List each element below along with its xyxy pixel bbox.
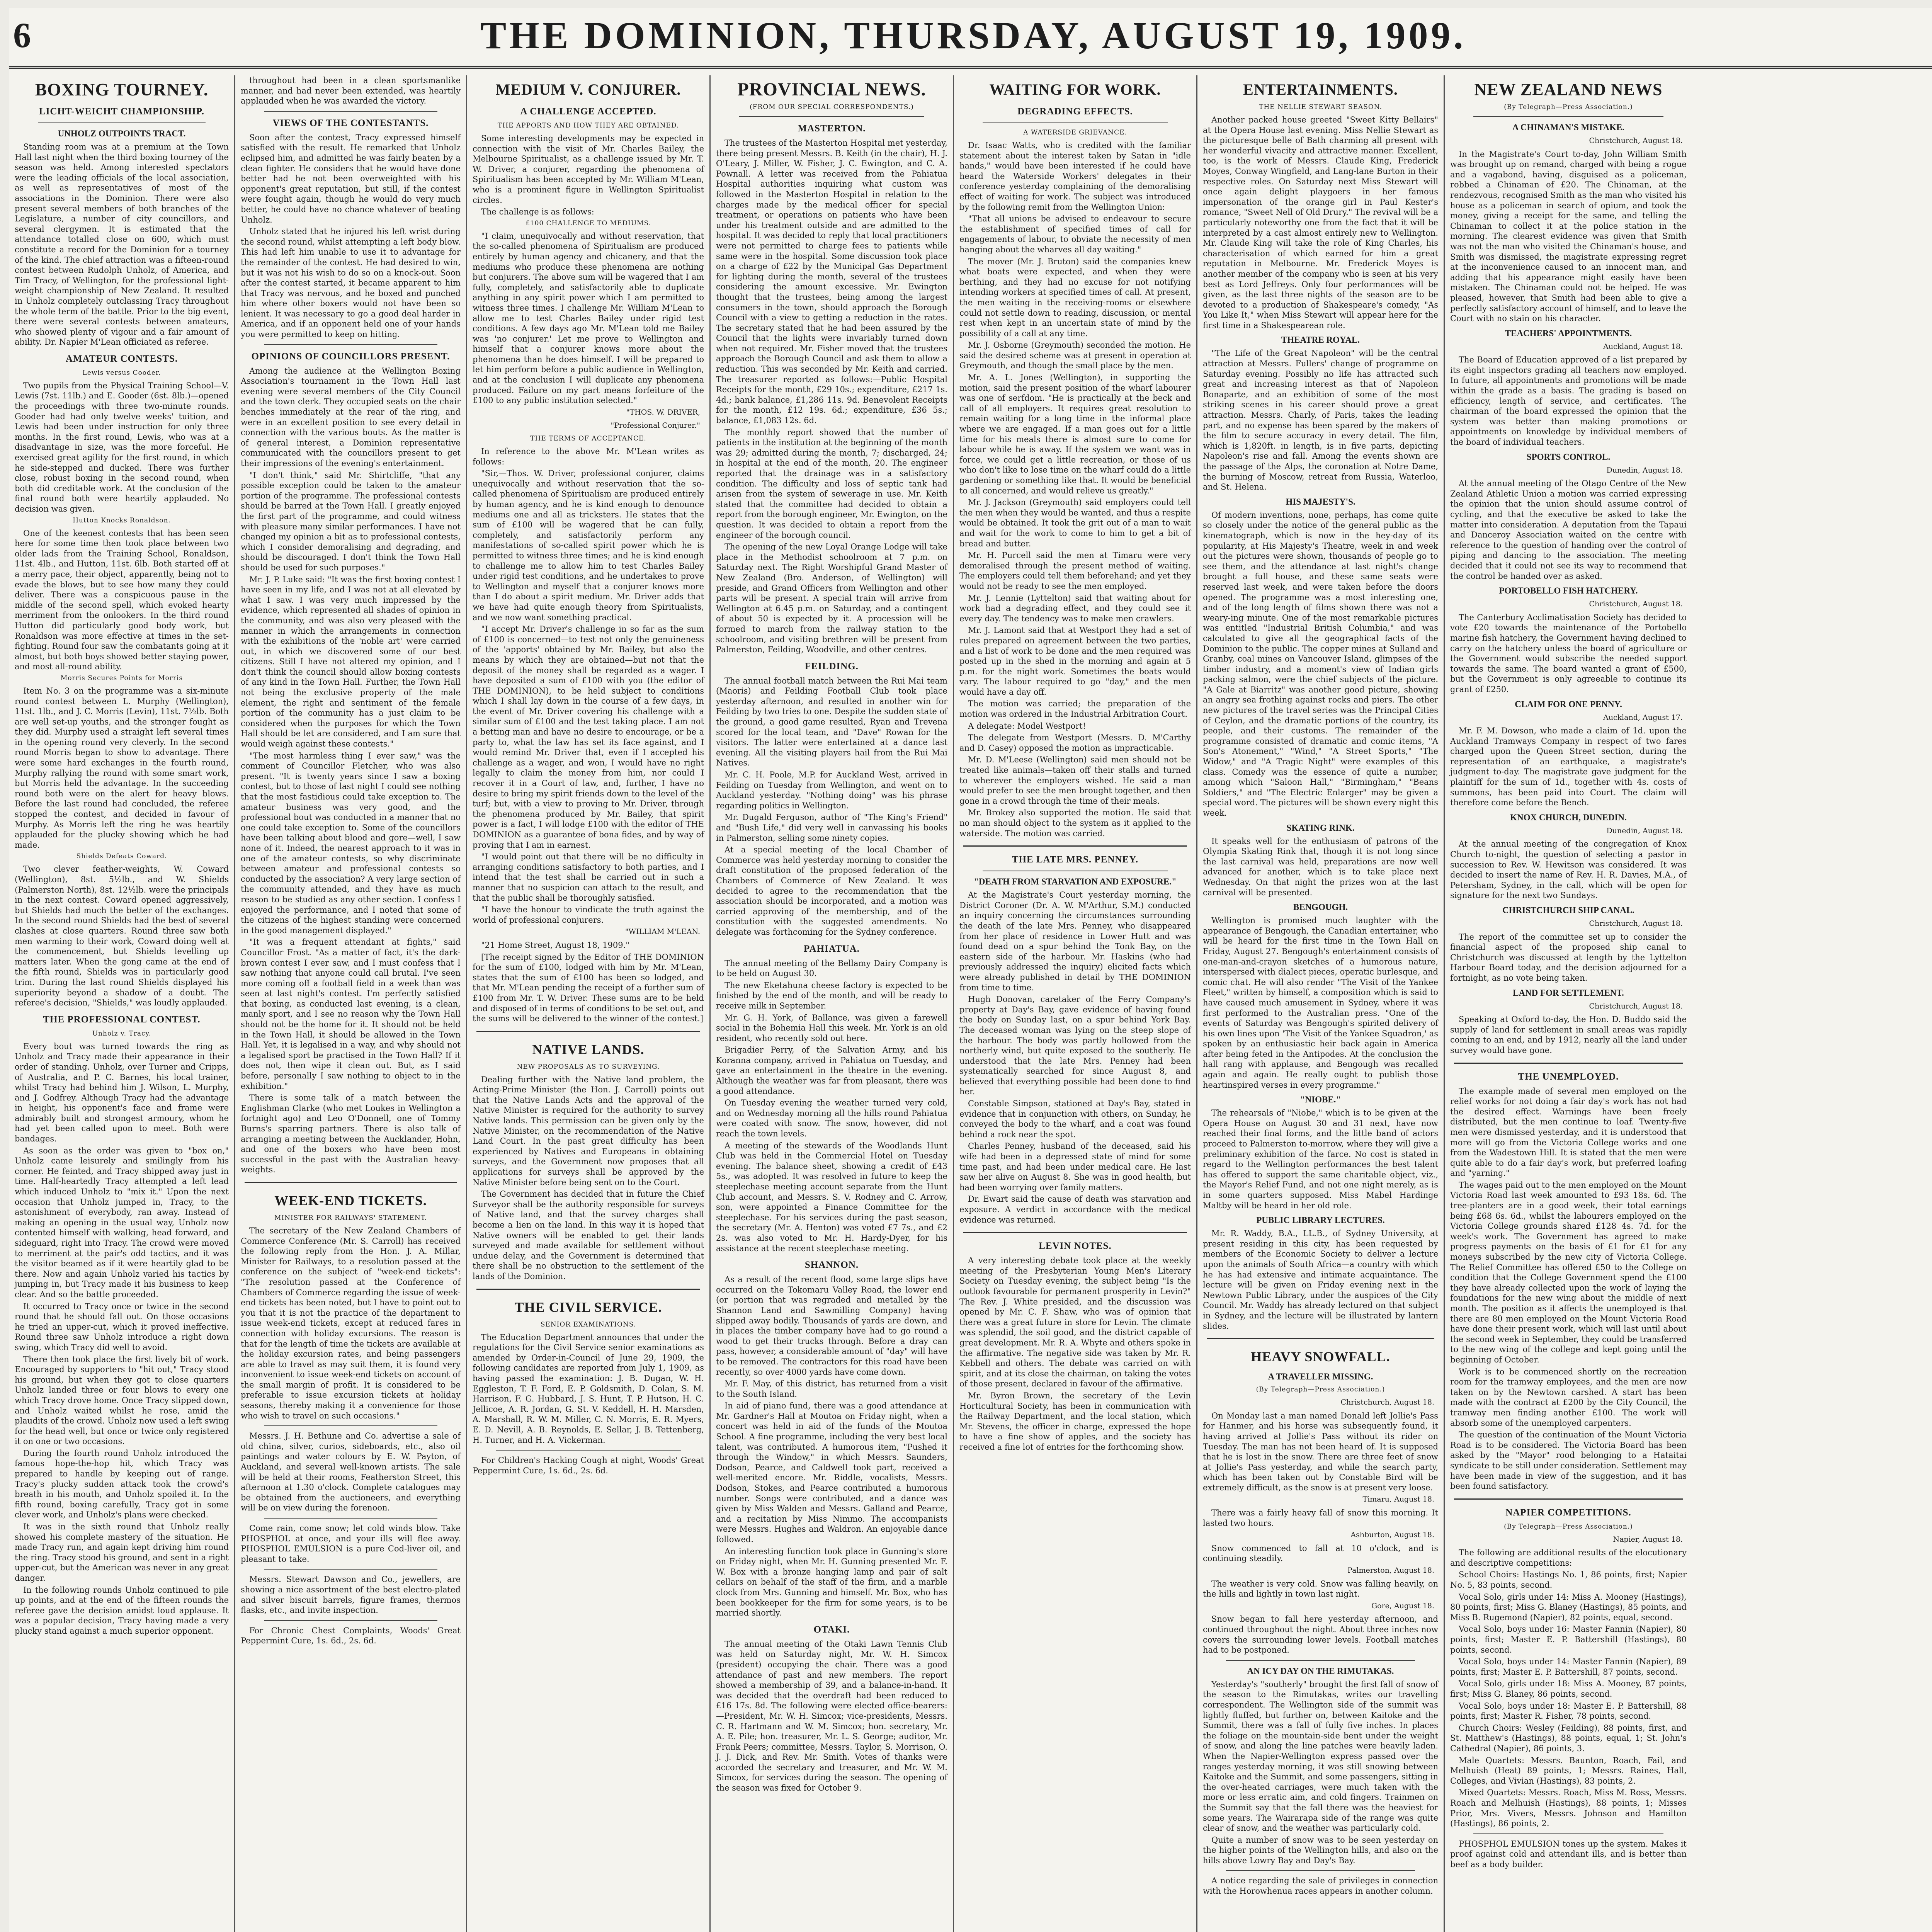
- paragraph: A meeting of the stewards of the Woodlands Hunt Club was held in the Commercial Hotel on Tuesday evening. The balance sheet, showing a credit of £43 5s., was adopted. It was resolved in future to keep the steeplechase meeting account separate from the Hunt Club account, and Messrs. S. V. Rodney and C. Arrow, son, were appointed a Finance Committee for the steeplechase. For his services during the past season, the secretary (Mr. A. Henton) was voted £7 7s., and £2 2s. was also voted to Mr. H. Hardy-Dyer, for his assistance at the recent steeplechase meeting.: [716, 1141, 947, 1253]
- paragraph: "It was a frequent attendant at fights," said Councillor Frost. "As a matter of fact, it's the dark-brown contest I ever saw, and I must confess that I saw nothing that anyone could call brutal. I've seen more coming off a football field in a week than was seen at last night's contest. I'm perfectly satisfied that boxing, as conducted last evening, is a clean, manly sport, and I see no reason why the Town Hall should not be the home for it. It should not be held in the Town Hall, it should be allowed in the Town Hall. Yet, it is legalised in a way, and why should not a legalised sport be practised in the Town Hall? If it does not, then wipe it clean out. But, as I said before, personally I saw nothing to object to in the exhibition.": [241, 937, 461, 1091]
- subhead-correspondents: (FROM OUR SPECIAL CORRESPONDENTS.): [750, 103, 914, 111]
- column-6: [1197, 75, 1445, 1932]
- subhead-surveying: NEW PROPOSALS AS TO SURVEYING.: [517, 1063, 660, 1071]
- paragraph: Snow began to fall here yesterday afternoon, and continued throughout the night. About three inches now covers the surrounding lower levels. Football matches had to be postponed.: [1203, 1614, 1438, 1655]
- paragraph: Mr. J. Lennie (Lyttelton) said that waiting about for work had a degrading effect, and they could see it every day. The tendency was to make men crawlers.: [959, 593, 1191, 623]
- paragraph: The question of the continuation of the Mount Victoria Road is to be considered. The Victoria Board has been asked by the "Mayor" rood belonging to a Hataitai syndicate to be still under consideration. Settlement may have been made in view of the suggestion, and it has been found satisfactory.: [1450, 1430, 1687, 1491]
- divider: [38, 122, 206, 123]
- divider: [739, 116, 924, 117]
- headline-provincial-news: PROVINCIAL NEWS.: [737, 79, 926, 100]
- dateline: Palmerston, August 18.: [1347, 1566, 1434, 1575]
- subhead-fish-hatchery: PORTOBELLO FISH HATCHERY.: [1499, 586, 1638, 596]
- headline-week-end-tickets: WEEK-END TICKETS.: [274, 1192, 427, 1208]
- dateline: Christchurch, August 18.: [1589, 919, 1683, 928]
- masthead: [9, 8, 1932, 69]
- subhead-icy-day: AN ICY DAY ON THE RIMUTAKAS.: [1247, 1666, 1394, 1676]
- subhead-terms: THE TERMS OF ACCEPTANCE.: [530, 435, 646, 443]
- paragraph: Item No. 3 on the programme was a six-minute round contest between L. Murphy (Wellington), 11st. 1lb., and J. C. Morris (Levin), 11st. 7½lb. Both are well set-up youths, and the stronger fought as they did. Murphy used a straight left several times in the opening round very cleverly. In the second round Morris began to show to advantage. There were some hard exchanges in the fourth round, Murphy rallying the round with some smart work, but Morris held the advantage. In the succeeding round both were on the alert for heavy blows. Before the last round had concluded, the referee stopped the contest, and decided in favour of Murphy. As Morris left the ring he was heartily applauded for the plucky showing which he had made.: [15, 686, 229, 850]
- paragraph: Every bout was turned towards the ring as Unholz and Tracy made their appearance in their order of standing. Unholz, over Turner and Cripps, of Australia, and P. C. Barnes, his local trainer, whilst Tracy had behind him J. Wilson, L. Murphy, and J. Godfrey. Although Tracy had the advantage in height, his opponent's face and frame were admirably built and strongest armoury, whom he had yet been called upon to meet. Both were bandages.: [15, 1041, 229, 1144]
- paragraph: Soon after the contest, Tracy expressed himself satisfied with the result. He remarked that Unholz eclipsed him, and admitted he was fairly beaten by a clean fighter. He considers that he would have done better had he not been overweighted with his opponent's great reputation, but still, if the contest were fought again, though he would do very much better, he could have no chance whatever of beating Unholz.: [241, 133, 461, 224]
- divider: [476, 1289, 700, 1290]
- paragraph: throughout had been in a clean sportsmanlike manner, and had never been extended, was heartily applauded when he was awarded the victory.: [241, 76, 461, 106]
- divider: [1207, 1338, 1434, 1339]
- subhead-bout: Morris Secures Points for Morris: [60, 674, 183, 682]
- paragraph: Constable Simpson, stationed at Day's Bay, stated in evidence that in conjunction with others, on Sunday, he conveyed the body to the wharf, and a coat was found behind a rock near the spot.: [959, 1099, 1191, 1139]
- dateline: Dunedin, August 18.: [1606, 466, 1683, 474]
- headline-napier-competitions: NAPIER COMPETITIONS.: [1505, 1507, 1631, 1518]
- paragraph: Yesterday's "southerly" brought the first fall of snow of the season to the Rimutakas, writes our travelling correspondent. The Wellington side of the summit was lightly fluffed, but further on, between Kaitoke and the Summit, there was a fall of fully five inches. In places the foliage on the mountain-side bent under the weight of snow, and along the line patches were heavily laden. When the Napier-Wellington express passed over the ranges yesterday morning, it was still snowing between Kaitoke and the Summit, and some passengers, sitting in the over-heated carriages, were much taken with the more or less erratic aim, and cold fingers. Trainmen on the Summit say that the fall there was the heaviest for some years. The Wairarapa side of the range was quite clear of snow, and the weather was particularly cold.: [1203, 1679, 1438, 1833]
- paragraph: Work is to be commenced shortly on the recreation room for the tramway employees, and the men are now taken on by the Newtown carshed. A start has been made with the contract at £200 by the City Council, the tramway men finding another £100. The work will absorb some of the unemployed carpenters.: [1450, 1367, 1687, 1428]
- paragraph: Charles Penney, husband of the deceased, said his wife had been in a depressed state of mind for some time past, and had been under medical care. He last saw her alive on August 8. She was in good health, but had been worrying over family matters.: [959, 1141, 1191, 1192]
- dateline: Ashburton, August 18.: [1350, 1531, 1434, 1539]
- subhead-library-lectures: PUBLIC LIBRARY LECTURES.: [1256, 1215, 1385, 1225]
- paragraph: There then took place the first lively bit of work. Encouraged by supporters to "hit out," Tracy stood his ground, but when they got to close quarters Unholz landed three or four blows to every one which Tracy drove home. Once Tracy slipped down, and Unholz waited whilst he rose, amid the plaudits of the crowd. Unholz now used a left swing for the head well, but once or twice only registered it on one or two occasions.: [15, 1354, 229, 1446]
- paragraph: Hugh Donovan, caretaker of the Ferry Company's property at Day's Bay, gave evidence of having found the body on Sunday last, on a spur behind York Bay. The deceased woman was lying on the steep slope of the harbour. The body was partly hollowed from the northerly wind, but quite exposed to the southerly. He understood that the late Mrs. Penney had been systematically searched for since August 8, and believed that everything possible had been done to find her.: [959, 995, 1191, 1097]
- paragraph: The motion was carried; the preparation of the motion was ordered in the Industrial Arbitration Court.: [959, 699, 1191, 719]
- divider: [1473, 116, 1663, 117]
- paragraph: As soon as the order was given to "box on," Unholz came leisurely and smilingly from his corner. He feinted, and Tracy shipped away just in time. Half-heartedly Tracy attempted a left lead which induced Unholz to "mix it." Upon the next occasion that Unholz jumped in, Tracy, to the astonishment of everybody, ran away. Instead of making an opening in the usual way, Unholz now contented himself with walking, head forward, and sideguard, right into Tracy. The crowd were moved to merriment at the pair's odd tactics, and it was the visitor beamed as if it were heartily glad to be there. Now and again Unholz varied his tactics by jumping in, but Tracy made it his business to keep clear. And so the battle proceeded.: [15, 1146, 229, 1299]
- headline-unemployed: THE UNEMPLOYED.: [1518, 1071, 1619, 1082]
- paragraph: The rehearsals of "Niobe," which is to be given at the Opera House on August 30 and 31 next, have now reached their final forms, and the little band of actors proceed to Palmerston to-morrow, where they will give a preliminary exhibition of the farce. No cost is stated in regard to the Wellington performances the best talent has offered to support the same charitable object, viz., the Mayor's Relief Fund, and not one night merely, as is in some quarters supposed. Miss Mabel Hardinge Maltby will be heard in her old role.: [1203, 1108, 1438, 1210]
- paragraph: Unholz stated that he injured his left wrist during the second round, whilst attempting a left body blow. This had left him unable to use it to advantage for the remainder of the contest. He had desired to win, but it was not his wish to do so on a knock-out. Soon after the contest started, it became apparent to him that Tracy was nervous, and he boxed and punched him where other boxers would not have been so lenient. It was necessary to go a good deal harder in America, and if an opponent held one of your hands you were permitted to keep on hitting.: [241, 227, 461, 339]
- headline-medium-v-conjurer: MEDIUM V. CONJURER.: [495, 81, 681, 98]
- paragraph: In reference to the above Mr. M'Lean writes as follows:: [473, 447, 704, 466]
- paragraph: Some interesting developments may be expected in connection with the visit of Mr. Charles Bailey, the Melbourne Spiritualist, as a challenge issued by Mr. T. W. Driver, a conjurer, regarding the phenomena of Spiritualism has been accepted by Mr. William M'Lean, who is a prominent figure in Wellington Spiritualist circles.: [473, 134, 704, 205]
- paragraph: Mr. J. Lamont said that at Westport they had a set of rules prepared on agreement between the two parties, and a list of work to be done and the men required was posted up in the shed in the morning and again at 5 p.m. for the night work. Sometimes the boats would vary. The labour required to go "day," and the men would have a day off.: [959, 626, 1191, 697]
- advertisement: Messrs. Stewart Dawson and Co., jewellers, are showing a nice assortment of the best electro-plated and silver biscuit barrels, figure frames, thermos flasks, etc., and invite inspection.: [241, 1575, 461, 1615]
- paragraph: "I would point out that there will be no difficulty in arranging conditions satisfactory to both parties, and I intend that the test shall be carried out in such a manner that no suspicion can attach to the result, and that the public shall be thoroughly satisfied.: [473, 852, 704, 903]
- subhead-nellie-stewart: THE NELLIE STEWART SEASON.: [1259, 103, 1383, 111]
- divider: [1226, 1660, 1415, 1661]
- subhead-ship-canal: CHRISTCHURCH SHIP CANAL.: [1502, 905, 1634, 915]
- paragraph: A notice regarding the sale of privileges in connection with the Horowhenua races appears in another column.: [1203, 1876, 1438, 1896]
- advertisement: For Children's Hacking Cough at night, Woods' Great Peppermint Cure, 1s. 6d., 2s. 6d.: [473, 1456, 704, 1475]
- paragraph: Wellington is promised much laughter with the appearance of Bengough, the Canadian entertainer, who will be heard for the first time in the Town Hall on Friday, August 27. Bengough's entertainment consists of one-man-and-crayon sketches of a humorous nature, interspersed with dialect pieces, operatic burlesque, and comic chat. He will also render "The Visit of the Yankee Fleet," written by himself, a composition which is said to have caused much amusement in Sydney, where it was first performed to the Australian press. "One of the events of Saturday was Bengough's spirited delivery of his own lines upon 'The Visit of the Yankee Squadron,' as spoken by an enthusiastic heir back again in America after being feted in the Antipodes. At the conclusion the hall rang with applause, and Bengough was recalled again and again. He really ought to publish those heartinspired verses in every programme.": [1203, 916, 1438, 1090]
- subhead-apports: THE APPORTS AND HOW THEY ARE OBTAINED.: [497, 122, 679, 129]
- column-7: [1445, 75, 1692, 1932]
- headline-heavy-snowfall: HEAVY SNOWFALL.: [1251, 1349, 1390, 1365]
- headline-native-lands: NATIVE LANDS.: [532, 1041, 645, 1057]
- subhead-bengough: BENGOUGH.: [1293, 902, 1348, 912]
- subhead-grievance: A WATERSIDE GRIEVANCE.: [1023, 129, 1127, 136]
- paragraph: Dr. Ewart said the cause of death was starvation and exposure. A verdict in accordance with the medical evidence was returned.: [959, 1194, 1191, 1225]
- paragraph: Of modern inventions, none, perhaps, has come quite so closely under the notice of the general public as the kinematograph, which is now in the hey-day of its popularity, at His Majesty's Theatre, week in and week out the pictures were shown, thousands of people go to see them, and the attendance at last night's change brought a full house, and these same seats were reserved last week, and were taken before the doors opened. The programme was a most interesting one, and of the long length of films shown there was not a weary-ing minute. One of the most remarkable pictures was entitled "Industrial British Columbia," and was calculated to give all the geographical facts of the Dominion to the public. The copper mines at Sulland and Granby, coal mines on Vancouver Island, glimpses of the timber industry, and a moment's view of Indian girls packing salmon, were the chief subjects of the picture. "A Gale at Biarritz" was another good picture, showing an angry sea frothing against rocks and piers. The other new pictures of the travel series was the Principal Cities of Ceylon, and the dramatic portions of the country, its people, and their customs. The remainder of the programme consisted of dramatic and comic items, "A Son's Atonement," "Wind," "A Street Sports," "The Widow," and "A Tragic Night" were examples of this class. Comedy was the essence of quite a number, among which "Saloon Hall," "Birmingham," "Beans Soldiers," and "The Electric Enlarger" may be given a special word. The pictures will be shown every night this week.: [1203, 510, 1438, 818]
- paragraph: It occurred to Tracy once or twice in the second round that he should fall out. On those occasions he tried an upper-cut, which it proved ineffective. Round three saw Unholz introduce a right down swing, which Tracy did well to avoid.: [15, 1301, 229, 1352]
- paragraph: On Monday last a man named Donald left Jollie's Pass for Hanmer, and his horse was subsequently found, it having arrived at Jollie's Pass without its rider on Tuesday. The man has not been heard of. It is supposed that he is lost in the snow. There are three feet of snow at Jollie's Pass yesterday, and while the search party, which has been taken out by Constable Bird will be extremely difficult, as the snow is at present very loose.: [1203, 1411, 1438, 1492]
- headline-late-mrs-penney: THE LATE MRS. PENNEY.: [1012, 854, 1139, 865]
- divider: [264, 344, 437, 345]
- paragraph: The Government has decided that in future the Chief Surveyor shall be the authority responsible for surveys of Native land, and that the survey charges shall become a lien on the land. In this way it is hoped that Native owners will be enabled to get their lands surveyed and made available for settlement without undue delay, and the Government is determined that there shall be no obstruction to the settlement of the lands of the Dominion.: [473, 1189, 704, 1281]
- dateline-feilding: FEILDING.: [805, 661, 859, 672]
- paragraph: "The most harmless thing I ever saw," was the comment of Councillor Fletcher, who was also present. "It is twenty years since I saw a boxing contest, but to those of last night I could see nothing that the most fastidious could take exception to. The amateur business was very good, and the professional bout was conducted in a manner that no one could take exception to. Some of the councillors have been talking about blood and gore—well, I saw none of it. Indeed, the nearest approach to it was in one of the amateur contests, so why discriminate between amateur and professional contests so conducted by the association? A very large section of the community attended, and they have as much reason to be studied as any other section. I confess I enjoyed the performance, and I noted that some of the citizens of the highest standing were concerned in the good management displayed.": [241, 751, 461, 935]
- paragraph: Speaking at Oxford to-day, the Hon. D. Buddo said the supply of land for settlement in small areas was rapidly coming to an end, and by 1912, nearly all the land under survey would have gone.: [1450, 1015, 1687, 1055]
- divider: [264, 111, 437, 112]
- newspaper-page: [9, 8, 1932, 1932]
- headline-levin-notes: LEVIN NOTES.: [1039, 1241, 1112, 1252]
- subhead-opinions: OPINIONS OF COUNCILLORS PRESENT.: [251, 351, 450, 362]
- result-item: Vocal Solo, boys under 18: Master E. P. Battershill, 88 points, first; Master R. Fisher, 78 points, second.: [1450, 1701, 1687, 1721]
- paragraph: An interesting function took place in Gunning's store on Friday night, when Mr. H. Gunning presented Mr. F. W. Box with a bronze hanging lamp and pair of salt cellars on behalf of the staff of the firm, and a marble clock from Mrs. Gunning and himself. Mr. Box, who has been bookkeeper for the firm for some years, is to be married shortly.: [716, 1546, 947, 1618]
- subhead-bout: Unholz v. Tracy.: [92, 1029, 151, 1037]
- advertisement: Messrs. J. H. Bethune and Co. advertise a sale of old china, silver, curios, sideboards, etc., also oil paintings and water colours by E. W. Payton, of Auckland, and several well-known artists. The sale will be held at their rooms, Featherston Street, this afternoon at 1.30 o'clock. Complete catalogues may be obtained from the auctioneers, and everything will be on view during the forenoon.: [241, 1431, 461, 1513]
- subhead-challenge: A CHALLENGE ACCEPTED.: [520, 106, 656, 117]
- headline-civil-service: THE CIVIL SERVICE.: [514, 1299, 662, 1315]
- paragraph: The delegate from Westport (Messrs. D. M'Carthy and D. Casey) opposed the motion as impracticable.: [959, 733, 1191, 753]
- paragraph: There was a fairly heavy fall of snow this morning. It lasted two hours.: [1203, 1508, 1438, 1528]
- paragraph: "Sir,—Thos. W. Driver, professional conjurer, claims unequivocally and without reservation that the so-called phenomena of Spiritualism are produced entirely by human agency, and he is kind enough to denounce mediums one and all as tricksters. He states that the sum of £100 will be wagered that he can fully, completely, and satisfactorily perform any manifestations of so-called spirit power which he is permitted to witness three times; and he is kind enough to challenge me to allow him to test Charles Bailey under rigid test conditions, and he undertakes to prove to Wellington and myself that a conjurer knows more than I do about a spirit medium. Mr. Driver adds that we have had quite enough theory from Spiritualists, and we now want something practical.: [473, 469, 704, 622]
- paragraph: The annual meeting of the Bellamy Dairy Company is to be held on August 30.: [716, 958, 947, 978]
- subhead-traveller-missing: A TRAVELLER MISSING.: [1268, 1372, 1373, 1382]
- subhead-bout: Shields Defeats Coward.: [76, 852, 167, 861]
- subhead-challenge-mediums: £100 CHALLENGE TO MEDIUMS.: [525, 219, 651, 227]
- paragraph: Mr. D. M'Leese (Wellington) said men should not be treated like animals—taken off their stalls and turned to wherever the employers wished. He said a man would prefer to see the men brought together, and then gone in a crowd through the time of their meals.: [959, 755, 1191, 806]
- divider: [1454, 1063, 1683, 1064]
- subhead-claim-penny: CLAIM FOR ONE PENNY.: [1515, 699, 1622, 709]
- subhead-chinaman: A CHINAMAN'S MISTAKE.: [1512, 122, 1625, 132]
- divider: [476, 1031, 700, 1032]
- dateline: Christchurch, August 18.: [1589, 136, 1683, 145]
- dateline-otaki: OTAKI.: [813, 1624, 850, 1635]
- wire-credit: (By Telegraph—Press Association.): [1256, 1386, 1385, 1394]
- dateline-masterton: MASTERTON.: [798, 123, 866, 134]
- column-3: [467, 75, 711, 1932]
- paragraph: At the annual meeting of the congregation of Knox Church to-night, the question of selecting a pastor in succession to Rev. W. Hewitson was considered. It was decided to insert the name of Rev. H. R. Davies, M.A., of Petersham, Sydney, in the call, which will be open for signature for the next two Sundays.: [1450, 839, 1687, 900]
- deck-unholz-outpoints: UNHOLZ OUTPOINTS TRACT.: [58, 129, 186, 138]
- dateline: Christchurch, August 18.: [1589, 600, 1683, 609]
- advertisement: PHOSPHOL EMULSION tones up the system. Makes it proof against cold and attendant ills, and is better than beef as a body builder.: [1450, 1839, 1687, 1869]
- dateline: Auckland, August 18.: [1603, 342, 1683, 351]
- result-item: Vocal Solo, girls under 18: Miss A. Mooney, 87 points, first; Miss G. Blaney, 86 points, second.: [1450, 1679, 1687, 1699]
- divider: [1473, 1833, 1663, 1834]
- paragraph: The new Eketahuna cheese factory is expected to be finished by the end of the month, and will be ready to receive milk in September.: [716, 980, 947, 1010]
- divider: [264, 1425, 437, 1426]
- result-item: School Choirs: Hastings No. 1, 86 points, first; Napier No. 5, 83 points, second.: [1450, 1570, 1687, 1590]
- paragraph: The trustees of the Masterton Hospital met yesterday, there being present Messrs. B. Keith (in the chair), H. J. O'Leary, J. Miller, W. Fisher, J. C. Ewington, and C. A. Pownall. A letter was received from the Pahiatua Hospital authorities inquiring what custom was followed in the Masterton Hospital in relation to the charges made by the medical officer for special treatment, or operations on patients who have been under his treatment outside and are admitted to the hospital. It was decided to reply that local practitioners were not permitted to charge fees to patients while same were in the hospital. Some discussion took place on a charge of £22 by the Municipal Gas Department for lighting during the month, several of the trustees considering the amount excessive. Mr. Ewington thought that the trustees, being among the largest consumers in the town, should approach the Borough Council with a view to getting a reduction in the rates. The secretary stated that he had been assured by the Council that the lights were invariably turned down when not required. Mr. Fisher moved that the trustees approach the Borough Council and ask them to allow a reduction. This was seconded by Mr. Keith and carried. The treasurer reported as follows:—Public Hospital Receipts for the month, £29 10s.; expenditure, £217 1s. 4d.; bank balance, £1,286 11s. 9d. Benevolent Receipts for the month, £12 19s. 6d.; expenditure, £36 5s.; balance, £1,083 12s. 6d.: [716, 138, 947, 425]
- divider: [264, 1569, 437, 1570]
- paragraph: "I accept Mr. Driver's challenge in so far as the sum of £100 is concerned—to test not only the genuineness of the 'apports' obtained by Mr. Bailey, but also the means by which they are obtained—but not that the deposit of the money shall be regarded as a wager. I have deposited a sum of £100 with you (the editor of THE DOMINION), to be held subject to conditions which I shall lay down in the course of a few days, in the event of Mr. Driver covering his challenge with a similar sum of £100 and the test taking place. I am not a betting man and have no desire to encourage, or be a party to, what the law has set its face against, and I would remind Mr. Driver that, even if I accepted his challenge as a wager, and won, I would have no right legally to claim the money from him, nor could I recover it in a Court of law, and, further, I have no desire to bring my spirit friends down to the level of the turf; but, with a view to proving to Mr. Driver, through the phenomena produced by Mr. Bailey, that spirit power is a fact, I will lodge £100 with the editor of THE DOMINION as a guarantee of bona fides, and by way of proving that I am in earnest.: [473, 624, 704, 850]
- paragraph: The report of the committee set up to consider the financial aspect of the proposed ship canal to Christchurch was discussed at length by the Lyttelton Harbour Board today, and the decision adjourned for a fortnight, as no vote being taken.: [1450, 932, 1687, 983]
- subhead-bout: Hutton Knocks Ronaldson.: [73, 516, 171, 524]
- subhead-degrading: DEGRADING EFFECTS.: [1017, 106, 1133, 117]
- paragraph: The weather is very cold. Snow was falling heavily, on the hills and lightly in town last night.: [1203, 1579, 1438, 1599]
- page-number: 6: [13, 15, 31, 55]
- headline-waiting-for-work: WAITING FOR WORK.: [989, 81, 1161, 98]
- paragraph: Two pupils from the Physical Training School—V. Lewis (7st. 11lb.) and E. Gooder (6st. 8lb.)—opened the proceedings with three two-minute rounds. Gooder had had only twelve weeks' tuition, and Lewis had been under instruction for only three months. In the first round, Lewis, who was at a disadvantage in size, was the more forceful. He exercised great agility for the first round, in which he side-stepped and ducked. There was further close, robust boxing in the second round, when both did creditable work. At the conclusion of the final round both were heartily applauded. No decision was given.: [15, 381, 229, 514]
- paragraph: "That all unions be advised to endeavour to secure the establishment of specified times of call for engagements of labour, to obviate the necessity of men hanging about the wharves all day waiting.": [959, 214, 1191, 254]
- paragraph: Another packed house greeted "Sweet Kitty Bellairs" at the Opera House last evening. Miss Nellie Stewart as the picturesque belle of Bath charming all present with her wonderful vivacity and attractive manner. Excellent, too, is the work of Messrs. Claude King, Frederick Moyes, Conway Wingfield, and Lang-lane Burton in their respective roles. On Saturday next Miss Stewart will once again delight playgoers in her famous impersonation of the orange girl in Paul Kester's romance, "Sweet Nell of Old Drury." The revival will be a particularly noteworthy one from the fact that it will be interpreted by a cast almost entirely new to Wellington. Mr. Claude King will take the role of King Charles, his characterisation of which earned for him a great reputation in Melbourne. Mr. Frederick Moyes is another member of the company who is seen at his very best as Lord Jeffreys. Only four performances will be given, as the last three nights of the season are to be devoted to a production of Shakespeare's comedy, "As You Like It," when Miss Stewart will appear here for the first time in a Shakespearean role.: [1203, 115, 1438, 330]
- headline-boxing-tourney: BOXING TOURNEY.: [35, 80, 209, 99]
- result-item: Vocal Solo, boys under 16: Master Fannin (Napier), 80 points, first; Master E. P. Battershill (Hastings), 80 points, second.: [1450, 1624, 1687, 1655]
- paragraph: [The receipt signed by the Editor of THE DOMINION for the sum of £100, lodged with him by Mr. M'Lean, states that the sum of £100 has been so lodged, and that Mr. M'Lean pending the receipt of a further sum of £100 from Mr. T. W. Driver. These sums are to be held and disposed of in terms of conditions to be set out, and the sums will be delivered to the winner of the contest.]: [473, 952, 704, 1024]
- subhead-knox-church: KNOX CHURCH, DUNEDIN.: [1510, 812, 1627, 822]
- subhead-views: VIEWS OF THE CONTESTANTS.: [272, 117, 429, 128]
- divider: [983, 122, 1168, 123]
- paragraph: On Tuesday evening the weather turned very cold, and on Wednesday morning all the hills round Pahiatua were coated with snow. The snow, however, did not reach the town levels.: [716, 1098, 947, 1139]
- paragraph: Mr. C. H. Poole, M.P. for Auckland West, arrived in Feilding on Tuesday from Wellington, and went on to Auckland yesterday. "Nothing doing" was his phrase regarding politics in Wellington.: [716, 770, 947, 810]
- divider: [963, 1232, 1187, 1233]
- signature: "THOS. W. DRIVER,: [626, 408, 700, 417]
- paragraph: Mr. R. Waddy, B.A., LL.B., of Sydney University, at present residing in this city, has been requested by members of the Economic Society to deliver a lecture upon the animals of South Africa—a country with which he has had extensive and intimate acquaintance. The lecture will be given on Friday evening next in the Newtown Public Library, under the auspices of the City Council. Mr. Waddy has already lectured on that subject in Sydney, and the lecture will be illustrated by lantern slides.: [1203, 1229, 1438, 1331]
- paragraph: Mr. Brokey also supported the motion. He said that no man should object to the system as it applied to the waterside. The motion was carried.: [959, 808, 1191, 838]
- paragraph: "21 Home Street, August 18, 1909.": [481, 940, 629, 950]
- paragraph: It speaks well for the enthusiasm of patrons of the Olympia Skating Rink that, though it is not long since the last carnival was held, preparations are now well advanced for another, which is to take place next Wednesday. On that night the prizes won at the last carnival will be presented.: [1203, 836, 1438, 897]
- result-item: Vocal Solo, boys under 14: Master Fannin (Napier), 89 points, first; Master E. P. Battershill, 87 points, second.: [1450, 1657, 1687, 1677]
- dateline: Christchurch, August 18.: [1589, 1002, 1683, 1010]
- paragraph: Among the audience at the Wellington Boxing Association's tournament in the Town Hall last evening were several members of the City Council and the town clerk. They occupied seats on the chair benches immediately at the rear of the ring, and were in an excellent position to see every detail in connection with the various bouts. As the matter is of general interest, a Dominion representative communicated with the councillors present to get their impressions of the evening's entertainment.: [241, 366, 461, 468]
- paragraph: As a result of the recent flood, some large slips have occurred on the Tokomaru Valley Road, the lower end (or portion that was regraded and metalled by the Shannon Land and Sawmilling Company) having slipped away bodily. Thousands of yards are down, and in places the timber company have had to go round a wood to get their trucks through. Before a dray can pass, however, a considerable amount of "day" will have to be removed. The contractors for this road have been recently, so over 4000 yards have come down.: [716, 1275, 947, 1377]
- dateline: Gore, August 18.: [1371, 1601, 1434, 1610]
- paragraph: Mr. A. L. Jones (Wellington), in supporting the motion, said the present position of the wharf labourer was one of serfdom. "He is practically at the beck and call of all employers. It requires great resolution to remain waiting for a long time in the informal place where we are engaged. If a man goes out for a little time for his meals there is almost sure to come for labour while he is away. If the system we want was in force, we could get a little recreation, or those of us who don't like to lose time on the wharf could do a little gardening or something like that. It would be beneficial to all concerned, and would relieve us greatly.": [959, 373, 1191, 495]
- paragraph: "The Life of the Great Napoleon" will be the central attraction at Messrs. Fullers' change of programme on Saturday evening. Possibly no life has attracted such great and increasing interest as that of Napoleon Bonaparte, and an exhibition of some of the most striking scenes in his career should prove a great attraction. Messrs. Charly, of Paris, takes the leading part, and no expense has been spared by the makers of the film to secure accuracy in every detail. The film, which is 1,820ft. in length, is in five parts, depicting Napoleon's rise and fall. Among the events shown are the passage of the Alps, the coronation at Notre Dame, the burning of Moscow, retreat from Russia, Waterloo, and St. Helena.: [1203, 349, 1438, 492]
- paragraph: The opening of the new Loyal Orange Lodge will take place in the Methodist schoolroom at 7 p.m. on Saturday next. The Right Worshipful Grand Master of New Zealand (Bro. Anderson, of Wellington) will preside, and Grand Officers from Wellington and other parts will be present. A special train will arrive from Wellington at 6.45 p.m. on Saturday, and a contingent of about 50 is expected by it. A procession will be formed to march from the railway station to the schoolroom, and visiting brethren will be present from Palmerston, Feilding, Woodville, and other centres.: [716, 542, 947, 655]
- result-item: Vocal Solo, girls under 14: Miss A. Mooney (Hastings), 80 points, first; Miss G. Blaney (Hastings), 85 points, and Miss B. Rugemond (Napier), 82 points, equal, second.: [1450, 1592, 1687, 1622]
- column-5: [954, 75, 1197, 1932]
- paragraph: A delegate: Model Westport!: [968, 721, 1086, 731]
- paragraph: Quite a number of snow was to be seen yesterday on the higher points of the Wellington hills, and also on the hills above Lowry Bay and Day's Bay.: [1203, 1835, 1438, 1865]
- paragraph: Mr. G. H. York, of Ballance, was given a farewell social in the Bohemia Hall this week. Mr. York is an old resident, who recently sold out here.: [716, 1013, 947, 1043]
- advertisement: Come rain, come snow; let cold winds blow. Take PHOSPHOL at once, and your ills will flee away. PHOSPHOL EMULSION is a pure Cod-liver oil, and pleasant to take.: [241, 1524, 461, 1564]
- paragraph: The monthly report showed that the number of patients in the institution at the beginning of the month was 29; admitted during the month, 7; discharged, 24; in hospital at the end of the month, 20. The engineer reported that the drainage was in a satisfactory condition. The difficulty and loss of septic tank had arisen from the system of sewerage in use. Mr. Keith stated that the committee had decided to obtain a report from the borough engineer, Mr. Ewington, on the question. It was decided to obtain a report from the engineer of the borough council.: [716, 427, 947, 540]
- paragraph: There is some talk of a match between the Englishman Clarke (who met Loukes in Wellington a fortnight ago) and Leo O'Donnell, one of Tommy Burns's sparring partners. There is also talk of arranging a meeting between the Aucklander, Hohn, and one of the boxers who have been most successful in the past with the Australian heavy-weights.: [241, 1093, 461, 1175]
- paragraph: The wages paid out to the men employed on the Mount Victoria Road last week amounted to £93 18s. 6d. The tree-planters are in a good week, their total earnings being £68 6s. 6d., whilst the labourers employed on the Victoria College grounds shared £128 4s. 7d. for the week's work. The Government has agreed to make progress payments on the basis of £1 for £1 for any moneys subscribed by the new city of Victoria College. The Relief Committee has offered £50 to the College on condition that the College Government spend the £100 they have already collected upon the work of laying the foundations for the new wing about the middle of next month. The position as it affects the unemployed is that there are 80 men employed on the Mount Victoria Road have done their present work, which will last until about the second week in September, they could be transferred to the new wing of the college and kept going until the beginning of October.: [1450, 1180, 1687, 1364]
- paragraph: Brigadier Perry, of the Salvation Army, and his Koranna company, arrived in Pahiatua on Tuesday, and gave an entertainment in the theatre in the evening. Although the weather was far from pleasant, there was a good attendance.: [716, 1045, 947, 1096]
- divider: [1454, 1498, 1683, 1500]
- subhead-senior-exams: SENIOR EXAMINATIONS.: [540, 1320, 636, 1328]
- paragraph: The mover (Mr. J. Bruton) said the companies knew what boats were expected, and when they were berthing, and they had no excuse for not notifying intending workers at specified times of call. At present, the men waiting in the receiving-rooms or elsewhere could not settle down to reading, discussion, or mental rest when kept in an uncertain state of mind by the possibility of a call at any time.: [959, 257, 1191, 338]
- headline-entertainments: ENTERTAINMENTS.: [1243, 81, 1398, 98]
- paragraph: The challenge is as follows:: [481, 207, 594, 217]
- result-item: Mixed Quartets: Messrs. Roach, Miss M. Ross, Messrs. Roach and Melhuish (Hastings), 88 points, 1; Misses Prior, Mrs. Vivers, Messrs. Johnson and Hamilton (Hastings), 86 points, 2.: [1450, 1788, 1687, 1828]
- paragraph: In aid of piano fund, there was a good attendance at Mr. Gardner's Hall at Moutoa on Friday night, when a concert was held in aid of the funds of the Moutoa School. A fine programme, including the very best local talent, was contributed. A humorous item, "Pushed it through the Window," in which Messrs. Saunders, Dodson, Pearce, and Caldwell took part, received a well-merited encore. Mr. Riddle, vocalists, Messrs. Dodson, Stokes, and Pearce contributed a humorous number. Songs were contributed, and a dance was given by Miss Walden and Messrs. Galland and Pearce, and a recitation by Miss Nimmo. The accompanists were Messrs. Hughes and Waldron. An enjoyable dance followed.: [716, 1401, 947, 1544]
- subhead-land-settlement: LAND FOR SETTLEMENT.: [1513, 988, 1624, 998]
- dateline-pahiatua: PAHIATUA.: [804, 943, 860, 954]
- advertisement: For Chronic Chest Complaints, Woods' Great Peppermint Cure, 1s. 6d., 2s. 6d.: [241, 1626, 461, 1646]
- subhead-sports-control: SPORTS CONTROL.: [1526, 452, 1611, 462]
- paragraph: Mr. F. M. Dowson, who made a claim of 1d. upon the Auckland Tramways Company in respect of two fares charged upon the Queen Street section, during the representation of an earthquake, a magistrate's judgment to-day. The magistrate gave judgment for the plaintiff for the sum of 1d., together with 4s. costs of summons, has been paid into Court. The claim will therefore come before the Bench.: [1450, 726, 1687, 808]
- paragraph: It was in the sixth round that Unholz really showed his complete mastery of the situation. He made Tracy run, and again kept driving him round the ring. Tracy stood his ground, and sent in a right upper-cut, but the American was never in any great danger.: [15, 1522, 229, 1583]
- subhead-minister: MINISTER FOR RAILWAYS' STATEMENT.: [274, 1214, 427, 1222]
- wire-credit: (By Telegraph—Press Association.): [1504, 1522, 1633, 1531]
- divider: [264, 1620, 437, 1621]
- dateline: Dunedin, August 18.: [1606, 826, 1683, 835]
- paragraph: The example made of several men employed on the relief works for not doing a fair day's work has not had the desired effect. Warnings have been freely distributed, but the men continue to loaf. Twenty-five men were dismissed yesterday, and it is understood that more will go from the Victoria College works and one from the Wadestown Hill. It is stated that the men were quite able to do a fair day's work, but preferred loafing and "yarning.": [1450, 1086, 1687, 1178]
- subhead-championship: LICHT-WEICHT CHAMPIONSHIP.: [39, 106, 204, 117]
- column-1: [9, 75, 235, 1932]
- paragraph: The following are additional results of the elocutionary and descriptive competitions:: [1450, 1548, 1687, 1568]
- paragraph: Mr. H. Purcell said the men at Timaru were very demoralised through the present method of waiting. The employers could tell them beforehand; and yet they would not be ready to see the men employed.: [959, 551, 1191, 591]
- dateline: Auckland, August 17.: [1603, 713, 1683, 722]
- headline-new-zealand-news: NEW ZEALAND NEWS: [1474, 80, 1663, 99]
- newspaper-title: THE DOMINION, THURSDAY, AUGUST 19, 1909.: [480, 14, 1466, 57]
- paragraph: At the Magistrate's Court yesterday morning, the District Coroner (Dr. A. W. M'Arthur, S.M.) conducted an inquiry concerning the circumstances surrounding the death of the late Mrs. Penney, who disappeared from her place of residence in Lower Hutt and was found dead on a spur behind the Tonk Bay, on the eastern side of the harbour. Mr. Haskins (who had previously addressed the inquiry) elicited facts which were already published in detail by THE DOMINION from time to time.: [959, 890, 1191, 992]
- subhead-niobe: "NIOBE.": [1300, 1095, 1341, 1105]
- paragraph: "I claim, unequivocally and without reservation, that the so-called phenomena of Spiritualism are produced entirely by human agency and chicanery, and that the mediums who produce these phenomena are nothing but conjurers. The above sum will be wagered that I am fully, completely, and satisfactorily able to duplicate anything in any spirit power which I am permitted to witness three times. I challenge Mr. William M'Lean to allow me to test Charles Bailey under rigid test conditions. A few days ago Mr. M'Lean told me Bailey was 'no conjurer.' Let me prove to Wellington and himself that a conjurer knows more about the phenomena than he does himself. I will be prepared to let him perform before a public audience in Wellington, and at the conclusion I will duplicate any phenomena produced. Failure on my part means forfeiture of the £100 to any public institution selected.": [473, 231, 704, 405]
- paragraph: At the annual meeting of the Otago Centre of the New Zealand Athletic Union a motion was carried expressing the opinion that the union should assume control of cycling, and that the executive be asked to take the matter into consideration. A deputation from the Tapaui and Danceroy Association waited on the centre with reference to the question of handing over the control of piping and dancing to the association. The meeting decided that it could not see its way to recommend that the control be handed over as asked.: [1450, 479, 1687, 581]
- divider: [264, 1518, 437, 1519]
- wire-credit: (By Telegraph—Press Association.): [1504, 103, 1633, 111]
- divider: [496, 1450, 681, 1451]
- paragraph: Snow commenced to fall at 10 o'clock, and is continuing steadily.: [1203, 1543, 1438, 1563]
- signature-title: "Professional Conjurer.": [611, 421, 700, 430]
- subhead-professional: THE PROFESSIONAL CONTEST.: [43, 1014, 201, 1025]
- paragraph: "I have the honour to vindicate the truth against the world of professional conjurers.: [473, 905, 704, 925]
- subhead-bout: Lewis versus Cooder.: [82, 369, 161, 377]
- paragraph: Mr. Dugald Ferguson, author of "The King's Friend" and "Bush Life," did very well in canvassing his books in Palmerston, selling some ninety copies.: [716, 813, 947, 843]
- paragraph: During the fourth round Unholz introduced the famous hope-the-hop hit, which Tracy was prepared to handle by keeping out of range. Tracy's plucky sudden attack took the crowd's breath in his mouth, and Unholz spoiled it. In the fifth round, boxing carefully, Tracy got in some clever work, and Unholz's plans were checked.: [15, 1448, 229, 1520]
- dateline: Napier, August 18.: [1613, 1535, 1683, 1544]
- result-item: Church Choirs: Wesley (Feilding), 88 points, first, and St. Matthew's (Hastings), 88 points, equal, 1; St. John's Cathedral (Napier), 86 points, 3.: [1450, 1723, 1687, 1753]
- paragraph: Mr. Byron Brown, the secretary of the Levin Horticultural Society, has been in communication with the Railway Department, and the local station, which Mr. Stevens, the officer in charge, expressed the hope to have a fine show of apples, and the society has received a fine lot of entries for the forthcoming show.: [959, 1391, 1191, 1452]
- paragraph: Mr. J. Jackson (Greymouth) said employers could tell the men when they would be wanted, and thus a respite would be obtained. It took the grit out of a man to wait and wait for the work to come to him to get a bit of bread and butter.: [959, 498, 1191, 548]
- subhead-theatre-royal: THEATRE ROYAL.: [1281, 335, 1360, 345]
- signature: "WILLIAM M'LEAN.: [625, 927, 700, 936]
- divider: [245, 1182, 457, 1183]
- paragraph: A very interesting debate took place at the weekly meeting of the Presbyterian Young Men's Literary Society on Tuesday evening, the subject being "Is the outlook favourable for permanent prosperity in Levin?" The Rev. J. White presided, and the discussion was opened by Mr. C. F. Shaw, who was of opinion that there was a great future in store for Levin. The climate was splendid, the soil good, and the district capable of great development. Mr. R. A. Whyte and others spoke in the affirmative. The negative side was taken by Mr. R. Kebbell and others. The debate was carried on with spirit, and at its close the chairman, on taking the votes of those present, declared in favour of the affirmative.: [959, 1256, 1191, 1389]
- paragraph: Standing room was at a premium at the Town Hall last night when the third boxing tourney of the season was held. Among interested spectators were the leading officials of the local association, as well as representatives of most of the associations in the Dominion. There were also present several members of both branches of the Legislature, a number of city councillors, and several clergymen. It is estimated that the attendance totalled close on 600, which must constitute a record for the Dominion for a tourney of the kind. The chief attraction was a fifteen-round contest between Rudolph Unholz, of America, and Tim Tracy, of Wellington, for the professional light-weight championship of New Zealand. It resulted in Unholz completely outclassing Tracy throughout the whole term of the battle. Prior to the big event, there were several contests between amateurs, who showed plenty of vigour and a fair amount of ability. Dr. Napier M'Lean officiated as referee.: [15, 142, 229, 347]
- paragraph: The secretary of the New Zealand Chambers of Commerce Conference (Mr. S. Carroll) has received the following reply from the Hon. J. A. Millar, Minister for Railways, to a resolution passed at the conference on the subject of "week-end tickets": "The resolution passed at the Conference of Chambers of Commerce regarding the issue of week-end tickets has been noted, but I have to point out to you that it is not the practice of the department to issue week-end tickets, except at reduced fares in connection with holiday excursions. The reason is that for the length of time the tickets are available at the holiday excursion rates, and being passengers are able to travel as may suit them, it is found very inconvenient to issue week-end tickets on account of the small margin of profit. It is considered to be preferable to issue excursion tickets at holiday seasons, thereby making it a convenience for those who wish to travel on such occasions.": [241, 1226, 461, 1420]
- paragraph: Mr. F. May, of this district, has returned from a visit to the South Island.: [716, 1379, 947, 1399]
- subhead-teachers: TEACHERS' APPOINTMENTS.: [1505, 328, 1632, 338]
- paragraph: The annual football match between the Rui Mai team (Maoris) and Feilding Football Club took place yesterday afternoon, and resulted in another win for Feilding by two tries to one. Despite the sudden state of the ground, a good game resulted, Ryan and Trevena scored for the local team, and "Dave" Rowan for the visitors. The latter were entertained at a dance last evening. All the visiting players hail from the Rui Mai Natives.: [716, 676, 947, 768]
- paragraph: The Canterbury Acclimatisation Society has decided to vote £20 towards the maintenance of the Portobello marine fish hatchery, the Government having declined to carry on the hatchery unless the board of agriculture or the Government would subscribe the needed support towards the same. The board wanted a grant of £500, but the Government is only agreeable to continue its grant of £250.: [1450, 612, 1687, 694]
- paragraph: Dr. Isaac Watts, who is credited with the familiar statement about the interest taken by Satan in "idle hands," would have been interested if he could have heard the Waterside Workers' delegates in their conference yesterday complaining of the demoralising effect of waiting for work. The subject was introduced by the following remit from the Wellington Union:: [959, 141, 1191, 212]
- divider: [963, 845, 1187, 847]
- paragraph: Two clever feather-weights, W. Coward (Wellington), 8st. 5½lb., and W. Shields (Palmerston North), 8st. 12½lb. were the principals in the next contest. Coward opened aggressively, but Shields had much the better of the exchanges. In the second round Shields had the best of several clashes at close quarters. Round three saw both men warming to their work, Coward doing well at the commencement, but Shields levelling up matters later. When the gong came at the end of the fifth round, Shields was in particularly good trim. During the last round Shields displayed his superiority beyond a shadow of a doubt. The referee's decision, "Shields," was loudly applauded.: [15, 864, 229, 1008]
- result-item: Male Quartets: Messrs. Baunton, Roach, Fail, and Melhuish (Heat) 89 points, 1; Messrs. Raines, Hall, Colleges, and Vivian (Hastings), 83 points, 2.: [1450, 1755, 1687, 1786]
- subhead-death: "DEATH FROM STARVATION AND EXPOSURE.": [974, 877, 1177, 887]
- paragraph: In the following rounds Unholz continued to pile up points, and at the end of the fifteen rounds the referee gave the decision amidst loud applause. It was a popular decision, Tracy having made a very plucky stand against a much superior opponent.: [15, 1585, 229, 1636]
- paragraph: In the Magistrate's Court to-day, John William Smith was brought up on remand, charged with being a rogue and a vagabond, having, disguised as a policeman, robbed a Chinaman of £20. The Chinaman, at the rendezvous, recognised Smith as the man who visited his house as a policeman in search of opium, and took the money, giving a receipt for the same, and telling the Chinaman to collect it at the police station in the morning. The clearest evidence was given that Smith was not the man who visited the Chinaman's house, and Smith was dismissed, the magistrate expressing regret at the inconvenience caused to an innocent man, and adding that his appearance might easily have been mistaken. The Chinaman could not be helped. He was pleased, however, that Smith had been able to give a perfectly satisfactory account of himself, and to leave the Court with no stain on his character.: [1450, 149, 1687, 323]
- paragraph: The annual meeting of the Otaki Lawn Tennis Club was held on Saturday night, Mr. W. H. Simcox (president) occupying the chair. There was a good attendance of past and new members. The report showed a membership of 39, and a balance-in-hand. It was decided that the overdraft had been reduced to £16 17s. 8d. The following were elected office-bearers:—President, Mr. W. H. Simcox; vice-presidents, Messrs. C. R. Hartmann and W. M. Simcox; hon. secretary, Mr. A. E. Pile; hon. treasurer, Mr. L. S. George; auditor, Mr. Frank Peers; committee, Messrs. Taylor, S. Morrison, O. J. J. Dick, and Rev. Mr. Smith. Votes of thanks were accorded the secretary and treasurer, and Mr. W. M. Simcox, for services during the season. The opening of the season was fixed for October 9.: [716, 1639, 947, 1793]
- paragraph: At a special meeting of the local Chamber of Commerce was held yesterday morning to consider the draft constitution of the proposed federation of the Chambers of Commerce of New Zealand. It was decided to agree to the recommendation that the association should be incorporated, and a motion was carried approving of the membership, and of the constitution with the suggested amendments. No delegate was forthcoming for the Sydney conference.: [716, 845, 947, 937]
- column-4: [711, 75, 954, 1932]
- column-2: [235, 75, 467, 1932]
- paragraph: Dealing further with the Native land problem, the Acting-Prime Minister (the Hon. J. Carroll) points out that the Native Lands Acts and the approval of the Native Minister is required for the authority to survey Native lands. This permission can be given only by the Native Minister, on the recommendation of the Native Land Court. In the past great difficulty has been experienced by Natives and Europeans in obtaining surveys, and the Government now proposes that all applications for surveys shall be approved by the Native Minister before being sent on to the Court.: [473, 1075, 704, 1187]
- dateline: Timaru, August 18.: [1362, 1495, 1434, 1504]
- paragraph: The Education Department announces that under the regulations for the Civil Service senior examinations as amended by Order-in-Council of June 29, 1909, the following candidates are reported from July 1, 1909, as having passed the examination: J. B. Dugan, W. H. Eggleston, T. F. Ford, E. P. Goldsmith, D. Colan, S. M. Harrison, F. G. Hubbard, J. S. Hunt, T. P. Hutson, H. C. Jellicoe, A. R. Jordan, G. St. V. Keddell, H. H. Marsden, A. Marshall, R. W. M. Miller, C. N. Morris, E. R. Myers, E. D. Nevill, A. B. Reynolds, E. Sellar, J. B. Tettenberg, H. Turner, and H. A. Vickerman.: [473, 1332, 704, 1445]
- paragraph: "I don't think," said Mr. Shirtcliffe, "that any possible exception could be taken to the amateur portion of the programme. The professional contests should be barred at the Town Hall. I greatly enjoyed the first part of the programme, and could witness with pleasure many similar performances. I have not changed my opinion a bit as to professional contests, which I consider demoralising and degrading, and should be discouraged. I don't think the Town Hall should be used for such purposes.": [241, 470, 461, 572]
- subhead-amateur: AMATEUR CONTESTS.: [65, 353, 178, 364]
- paragraph: The Board of Education approved of a list prepared by its eight inspectors grading all teachers now employed. In future, all appointments and promotions will be made within the grade as a basis. The grading is based on efficiency, length of service, and certificates. The chairman of the board expressed the opinion that the system was better than making promotions or appointments on knowledge by individual members of the board of individual teachers.: [1450, 355, 1687, 447]
- paragraph: Mr. J. Osborne (Greymouth) seconded the motion. He said the desired scheme was at present in operation at Greymouth, and though the small place by the men.: [959, 340, 1191, 371]
- divider: [1226, 1870, 1415, 1871]
- dateline: Christchurch, August 18.: [1340, 1398, 1434, 1407]
- dateline-shannon: SHANNON.: [804, 1260, 859, 1270]
- paragraph: Mr. J. P. Luke said: "It was the first boxing contest I have seen in my life, and I was not at all elevated by what I saw. I was very much impressed by the evidence, which represented all shades of opinion in the community, and was also very pleased with the manner in which the arrangements in connection with the exhibitions of the 'noble art' were carried out, in which we discovered some of our best citizens. Still I have not altered my opinion, and I don't think the council should allow boxing contests of any kind in the Town Hall. Further, the Town Hall not being the exclusive property of the male element, the right and sentiment of the female portion of the community has a just claim to be considered when the purposes for which the Town Hall should be let are considered, and I am sure that would weigh against these contests.": [241, 575, 461, 749]
- paragraph: One of the keenest contests that has been seen here for some time then took place between two older lads from the Training School, Ronaldson, 11st. 4lb., and Hutton, 11st. 6lb. Both started off at a merry pace, their object, apparently, being not to evade the blows, but to see how many they could deliver. There was a conspicuous pause in the middle of the second spell, which evoked hearty merriment from the onlookers. In the third round Hutton did particularly good body work, but Ronaldson was more effective at times in the set-fighting. Round four saw the combatants going at it almost, but both boys showed better staying power, and most all-round ability.: [15, 528, 229, 672]
- subhead-his-majestys: HIS MAJESTY'S.: [1286, 497, 1355, 507]
- subhead-skating-rink: SKATING RINK.: [1286, 823, 1355, 833]
